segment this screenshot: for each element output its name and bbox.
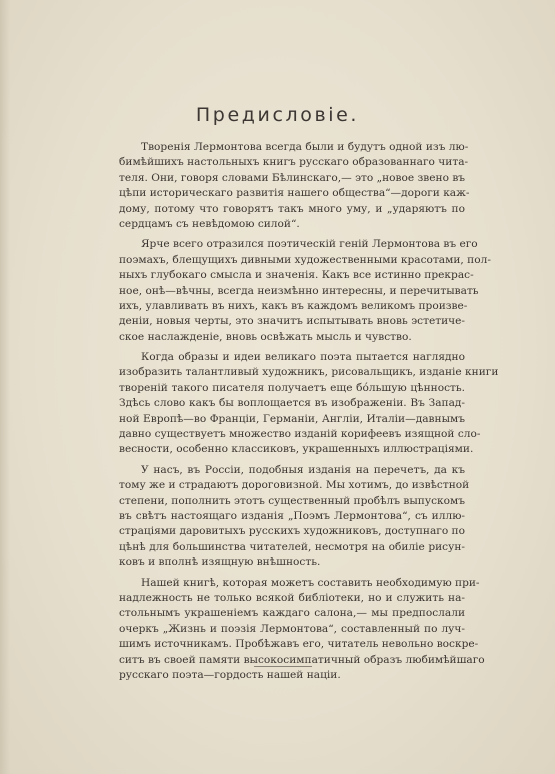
text-line: теля. Они, говоря словами Бѣлинскаго,— это „новое звено въ — [119, 171, 466, 184]
text-line: въ свѣтъ настоящаго изданія „Поэмъ Лермонтова“, съ иллю- — [119, 509, 465, 522]
text-line: Когда образы и идеи великаго поэта пытается наглядно — [141, 351, 465, 364]
text-line: Творенія Лермонтова всегда были и будутъ одной изъ лю- — [141, 141, 469, 153]
text-line: весности, особенно классиковъ, украшенныхъ иллюстраціями. — [119, 443, 474, 456]
page-title: Предисловіе. — [195, 104, 360, 126]
text-line: тому же и страдаютъ дороговизной. Мы хотимъ, до извѣстной — [119, 479, 470, 492]
text-line: изобразить талантливый художникъ, рисовальщикъ, изданіе книги — [119, 366, 499, 379]
text-line: ихъ, улавливать въ нихъ, какъ въ каждомъ великомъ произве- — [119, 299, 468, 312]
preface-body — [119, 140, 499, 688]
paragraph — [119, 350, 499, 458]
text-line: ковъ и вполнѣ изящную внѣшность. — [119, 556, 321, 569]
text-line: очеркъ „Жизнь и поэзія Лермонтова“, составленный по луч- — [119, 622, 465, 635]
text-line: поэмахъ, блещущихъ дивными художественными красотами, пол- — [119, 253, 491, 266]
end-divider-rule — [254, 666, 312, 667]
paragraph — [119, 237, 491, 345]
text-line: Здѣсь слово какъ бы воплощается въ изображеніи. Въ Запад- — [119, 397, 465, 410]
text-line: бимѣйшихъ настольныхъ книгъ русскаго образованнаго чита- — [119, 156, 469, 169]
text-line: твореній такого писателя получаетъ еще бóльшую цѣнность. — [119, 381, 465, 394]
text-line: ское наслажденіе, вновь освѣжать мысль и чувство. — [119, 330, 412, 343]
paragraph — [119, 463, 470, 571]
paragraph — [119, 140, 470, 232]
text-line: стольнымъ украшеніемъ каждаго салона,— мы предпослали — [119, 607, 465, 620]
text-line: сердцамъ съ невѣдомою силой“. — [119, 217, 300, 230]
text-line: У насъ, въ Россіи, подобныя изданія на перечетъ, да къ — [141, 463, 465, 476]
text-line: надлежность не только всякой библіотеки, но и служить на- — [119, 591, 465, 604]
text-line: страціями даровитыхъ русскихъ художниковъ, доступнаго по — [119, 525, 465, 538]
text-line: дому, потому что говорятъ такъ много уму, и „ударяютъ по — [119, 202, 465, 215]
text-line: ное, онѣ—вѣчны, всегда неизмѣнно интересны, и перечитывать — [119, 284, 479, 297]
text-line: цѣпи историческаго развитія нашего общества“—дороги каж- — [119, 187, 470, 200]
text-line: степени, пополнить этотъ существенный пробѣлъ выпускомъ — [119, 494, 465, 507]
text-line: ной Европѣ—во Франціи, Германіи, Англіи, Италіи—давнымъ — [119, 412, 465, 425]
text-line: ныхъ глубокаго смысла и значенія. Какъ все истинно прекрас- — [119, 269, 474, 282]
text-line: давно существуетъ множество изданій корифеевъ изящной сло- — [119, 428, 481, 441]
text-line: русскаго поэта—гордость нашей націи. — [119, 668, 341, 681]
text-line: деніи, новыя черты, это значитъ испытывать вновь эстетиче- — [119, 315, 465, 328]
paragraph — [119, 576, 485, 684]
text-line: ситъ въ своей памяти высокосимпатичный образъ любимѣйшаго — [119, 653, 485, 666]
text-line: Нашей книгѣ, которая можетъ составить необходимую при- — [141, 576, 480, 589]
text-line: цѣнѣ для большинства читателей, несмотря на обиліе рисун- — [119, 540, 465, 553]
text-line: шимъ источникамъ. Пробѣжавъ его, читатель невольно воскре- — [119, 638, 479, 651]
text-line: Ярче всего отразился поэтическій геній Лермонтова въ его — [141, 238, 478, 251]
